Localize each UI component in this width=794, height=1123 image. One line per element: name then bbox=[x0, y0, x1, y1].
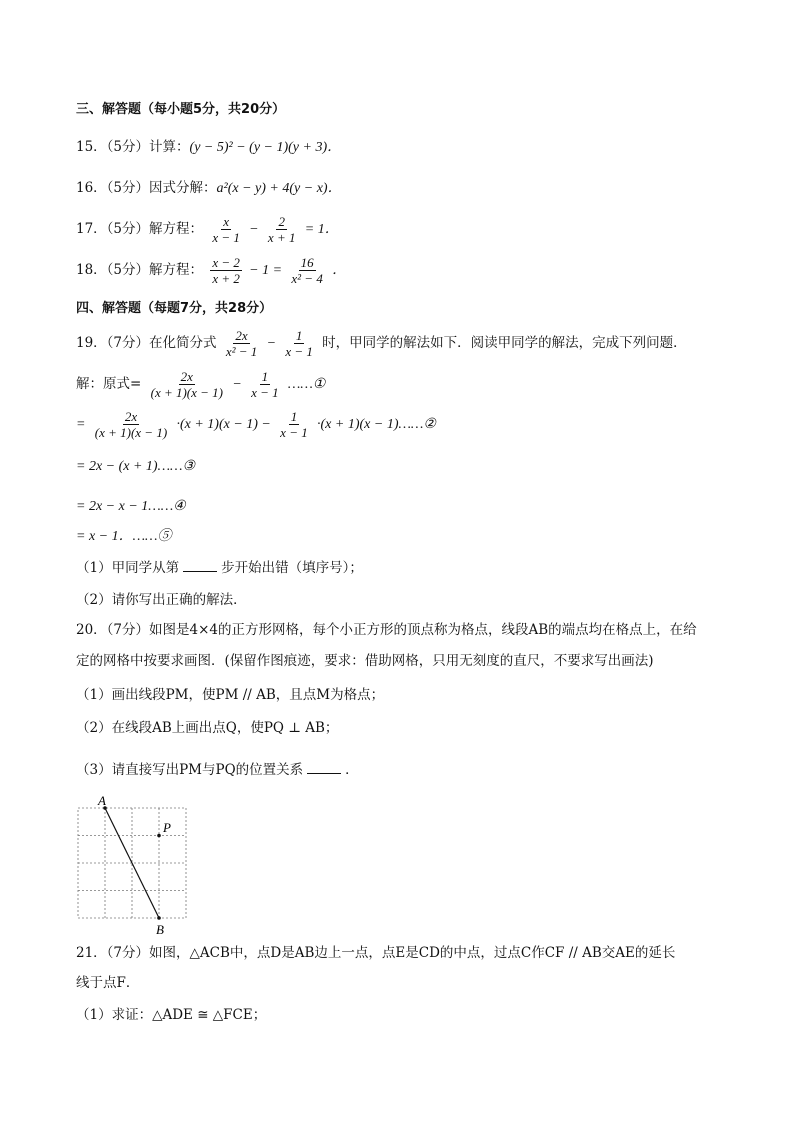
fraction-numerator: 1 bbox=[295, 328, 303, 343]
fraction-numerator: 2x bbox=[235, 328, 248, 343]
part-1-text-a: （1）甲同学从第 bbox=[76, 560, 180, 576]
section-heading-4: 四、解答题（每题7分，共28分） bbox=[76, 301, 273, 316]
question-20-part-3 bbox=[76, 760, 359, 780]
solution-step-4: = 2x − x − 1……④ bbox=[76, 499, 186, 514]
label-p: P bbox=[163, 820, 171, 835]
step-1-fraction-2 bbox=[249, 369, 281, 400]
question-15-expression: (y − 5)² − (y − 1)(y + 3)． bbox=[189, 140, 342, 155]
question-19-part-2: （2）请你写出正确的解法． bbox=[76, 592, 247, 608]
solution-step-1 bbox=[76, 366, 325, 403]
step-2-tail: ·(x + 1)(x − 1)……② bbox=[317, 417, 436, 432]
fraction-denominator: (x + 1)(x − 1) bbox=[150, 385, 224, 400]
answer-blank bbox=[183, 559, 217, 572]
solution-step-2 bbox=[76, 406, 436, 443]
fraction-denominator: x − 1 bbox=[251, 385, 279, 400]
question-18 bbox=[76, 252, 346, 289]
fraction-denominator: x + 2 bbox=[212, 271, 240, 286]
fraction-numerator: 16 bbox=[300, 255, 314, 270]
label-b: B bbox=[156, 922, 164, 937]
solution-step-3: = 2x − (x + 1)……③ bbox=[76, 459, 196, 474]
point-b bbox=[157, 916, 161, 920]
fraction-denominator: (x + 1)(x − 1) bbox=[94, 425, 168, 440]
part-3-text-b: ． bbox=[345, 762, 359, 778]
question-17 bbox=[76, 211, 339, 248]
question-19-tail: 时，甲同学的解法如下．阅读甲同学的解法，完成下列问题． bbox=[322, 335, 687, 351]
question-15-prefix: 15．（5分）计算： bbox=[76, 139, 190, 155]
step-2-fraction-2 bbox=[278, 409, 310, 440]
grid-figure bbox=[76, 796, 196, 938]
fraction-denominator: x² − 1 bbox=[225, 344, 258, 359]
question-17-operator: − bbox=[249, 222, 259, 237]
fraction-numerator: x bbox=[223, 214, 229, 229]
question-20-part-1: （1）画出线段PM，使PM // AB，且点M为格点； bbox=[76, 687, 385, 703]
question-18-prefix: 18．（5分）解方程： bbox=[76, 262, 204, 278]
step-1-operator: − bbox=[232, 377, 242, 392]
question-17-fraction-2 bbox=[266, 214, 298, 245]
section-heading-3: 三、解答题（每小题5分，共20分） bbox=[76, 102, 286, 117]
question-18-fraction-2 bbox=[289, 255, 324, 286]
question-20-line-1: 20．（7分）如图是4×4的正方形网格，每个小正方形的顶点称为格点，线段AB的端点均在格点上，在给 bbox=[76, 622, 697, 638]
step-2-fraction-1 bbox=[93, 409, 169, 440]
part-3-text-a: （3）请直接写出PM与PQ的位置关系 bbox=[76, 762, 304, 778]
fraction-numerator: 1 bbox=[290, 409, 298, 424]
point-p bbox=[157, 834, 161, 838]
fraction-numerator: 1 bbox=[261, 369, 269, 384]
question-19 bbox=[76, 325, 687, 362]
fraction-denominator: x² − 4 bbox=[291, 271, 323, 286]
question-21-part-1: （1）求证：△ADE ≅ △FCE； bbox=[76, 1007, 267, 1023]
question-19-prefix: 19．（7分）在化简分式 bbox=[76, 335, 217, 351]
fraction-numerator: x − 2 bbox=[212, 255, 240, 270]
fraction-numerator: 2x bbox=[124, 409, 138, 424]
question-19-fraction-1 bbox=[224, 328, 259, 359]
question-21-line-2: 线于点F． bbox=[76, 975, 140, 991]
step-2-middle: ·(x + 1)(x − 1) − bbox=[176, 417, 271, 432]
question-20-line-2: 定的网格中按要求画图．(保留作图痕迹，要求：借助网格，只用无刻度的直尺，不要求写出画法) bbox=[76, 653, 654, 669]
question-21-line-1: 21．（7分）如图，△ACB中，点D是AB边上一点，点E是CD的中点，过点C作CF // AB交AE的延长 bbox=[76, 945, 676, 961]
fraction-denominator: x − 1 bbox=[280, 425, 308, 440]
question-16-expression: a²(x − y) + 4(y − x)． bbox=[216, 181, 342, 196]
question-20-part-2: （2）在线段AB上画出点Q，使PQ ⊥ AB； bbox=[76, 720, 339, 736]
step-1-marker: ……① bbox=[287, 377, 326, 392]
solution-label: 解：原式= bbox=[76, 376, 142, 392]
fraction-numerator: 2x bbox=[180, 369, 193, 384]
step-1-fraction-1 bbox=[149, 369, 225, 400]
fraction-denominator: x − 1 bbox=[285, 344, 313, 359]
question-18-fraction-1 bbox=[210, 255, 242, 286]
question-18-middle: − 1 = bbox=[249, 263, 283, 278]
fraction-denominator: x − 1 bbox=[212, 230, 240, 245]
question-16-prefix: 16．（5分）因式分解： bbox=[76, 180, 217, 196]
step-2-lead: = bbox=[76, 417, 86, 432]
answer-blank bbox=[307, 761, 341, 774]
question-17-prefix: 17．（5分）解方程： bbox=[76, 221, 204, 237]
question-16 bbox=[76, 178, 342, 199]
question-18-tail: ． bbox=[332, 263, 347, 278]
question-19-fraction-2 bbox=[283, 328, 315, 359]
label-a: A bbox=[98, 796, 106, 808]
question-17-fraction-1 bbox=[210, 214, 242, 245]
question-15 bbox=[76, 137, 341, 158]
fraction-denominator: x + 1 bbox=[267, 230, 296, 245]
question-17-tail: = 1． bbox=[304, 222, 339, 237]
question-19-operator: − bbox=[266, 336, 277, 351]
question-19-part-1 bbox=[76, 558, 363, 578]
part-1-text-b: 步开始出错（填序号）； bbox=[221, 560, 363, 576]
solution-step-5: = x − 1．……⑤ bbox=[76, 529, 172, 544]
fraction-numerator: 2 bbox=[278, 214, 285, 229]
